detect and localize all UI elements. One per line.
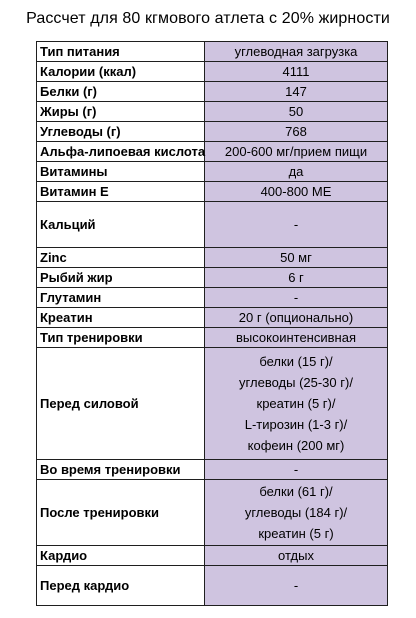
- row-label: Белки (г): [37, 82, 205, 102]
- table-bottom-spacer: [37, 606, 388, 618]
- row-value: -: [205, 460, 388, 480]
- row-value: [205, 348, 388, 460]
- row-label: Рыбий жир: [37, 268, 205, 288]
- row-label: Альфа-липоевая кислота: [37, 142, 205, 162]
- table-row: [37, 102, 388, 122]
- row-value: 400-800 МЕ: [205, 182, 388, 202]
- table-body: [37, 42, 388, 618]
- row-label: Калории (ккал): [37, 62, 205, 82]
- row-value-line: креатин (5 г): [208, 523, 384, 544]
- row-label: Перед силовой: [37, 348, 205, 460]
- row-label: Тип питания: [37, 42, 205, 62]
- row-label: Креатин: [37, 308, 205, 328]
- table-row: [37, 162, 388, 182]
- table-row: [37, 288, 388, 308]
- row-value: [205, 480, 388, 546]
- table-row: [37, 248, 388, 268]
- row-value: отдых: [205, 546, 388, 566]
- table-bottom-spacer-cell: [37, 606, 388, 618]
- row-label: Витамины: [37, 162, 205, 182]
- row-value: высокоинтенсивная: [205, 328, 388, 348]
- row-label: Жиры (г): [37, 102, 205, 122]
- row-value: 768: [205, 122, 388, 142]
- table-row: [37, 480, 388, 546]
- row-value: -: [205, 202, 388, 248]
- row-label: Углеводы (г): [37, 122, 205, 142]
- table-row: [37, 142, 388, 162]
- table-row: [37, 82, 388, 102]
- row-label: Глутамин: [37, 288, 205, 308]
- table-row: [37, 566, 388, 606]
- row-label: Zinc: [37, 248, 205, 268]
- row-value: -: [205, 288, 388, 308]
- row-value: да: [205, 162, 388, 182]
- row-value-line: кофеин (200 мг): [208, 435, 384, 456]
- table-row: [37, 546, 388, 566]
- row-value-line: креатин (5 г)/: [208, 393, 384, 414]
- row-value-line: углеводы (184 г)/: [208, 502, 384, 523]
- table-row: [37, 308, 388, 328]
- row-label: Тип тренировки: [37, 328, 205, 348]
- row-label: Перед кардио: [37, 566, 205, 606]
- row-value: 200-600 мг/прием пищи: [205, 142, 388, 162]
- table-row: [37, 182, 388, 202]
- row-value-line: L-тирозин (1-3 г)/: [208, 414, 384, 435]
- row-label: Витамин Е: [37, 182, 205, 202]
- table-row: [37, 42, 388, 62]
- row-value-line: углеводы (25-30 г)/: [208, 372, 384, 393]
- row-label: Кардио: [37, 546, 205, 566]
- table-row: [37, 202, 388, 248]
- table-row: [37, 460, 388, 480]
- row-value: 20 г (опционально): [205, 308, 388, 328]
- table-row: [37, 348, 388, 460]
- row-value: -: [205, 566, 388, 606]
- row-label: Кальций: [37, 202, 205, 248]
- row-value: углеводная загрузка: [205, 42, 388, 62]
- table-row: [37, 328, 388, 348]
- row-value: 147: [205, 82, 388, 102]
- row-value: 50 мг: [205, 248, 388, 268]
- row-value: 4111: [205, 62, 388, 82]
- row-value: 50: [205, 102, 388, 122]
- table-row: [37, 62, 388, 82]
- row-value-line: белки (61 г)/: [208, 481, 384, 502]
- table-row: [37, 122, 388, 142]
- row-label: Во время тренировки: [37, 460, 205, 480]
- nutrition-table: [36, 41, 388, 618]
- row-label: После тренировки: [37, 480, 205, 546]
- page-title: Рассчет для 80 кгмового атлета с 20% жирности: [0, 10, 416, 28]
- row-value: 6 г: [205, 268, 388, 288]
- table-row: [37, 268, 388, 288]
- row-value-line: белки (15 г)/: [208, 351, 384, 372]
